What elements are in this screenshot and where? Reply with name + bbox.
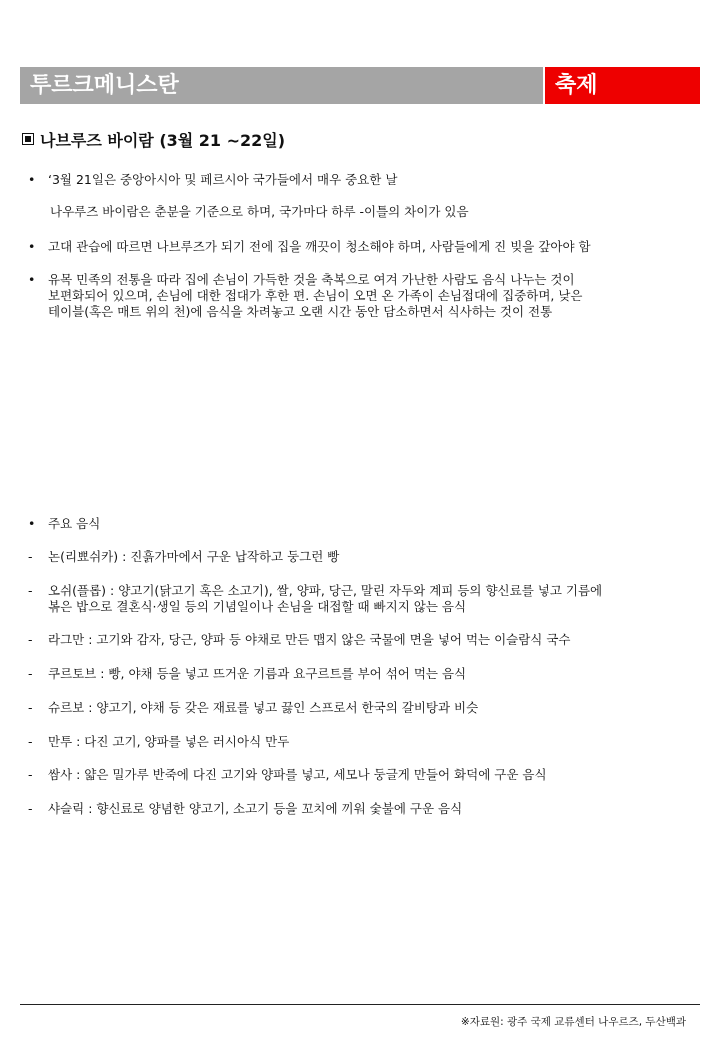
dash-marker: - <box>28 632 33 647</box>
list-item <box>28 172 688 188</box>
dash-marker: - <box>28 549 33 564</box>
bullet-marker: • <box>28 172 36 187</box>
list-item-text: 고대 관습에 따르면 나브루즈가 되기 전에 집을 깨끗이 청소해야 하며, 사람들에게 진 빚을 갚아야 함 <box>48 239 591 254</box>
footer-divider <box>20 1004 700 1005</box>
dash-marker: - <box>28 700 33 715</box>
food-item-text: 쌈사 : 얇은 밀가루 반죽에 다진 고기와 양파를 넣고, 세모나 둥글게 만들어 화덕에 구운 음식 <box>48 767 547 782</box>
food-item <box>28 801 688 817</box>
food-item-text: 라그만 : 고기와 감자, 당근, 양파 등 야채로 만든 맵지 않은 국물에 면을 넣어 먹는 이슬람식 국수 <box>48 632 571 647</box>
header-bar <box>20 67 700 104</box>
food-item-text: 오쉬(플롭) : 양고기(닭고기 혹은 소고기), 쌀, 양파, 당근, 말린 자두와 계피 등의 향신료를 넣고 기름에 볶은 밥으로 결혼식·생일 등의 기념일이나 손님을 대접할 때 빠지지 않는 음식 <box>48 583 603 614</box>
foods-heading <box>28 516 688 532</box>
foods-heading-text: 주요 음식 <box>48 516 101 531</box>
list-item-text: 유목 민족의 전통을 따라 집에 손님이 가득한 것을 축복으로 여겨 가난한 사람도 음식 나누는 것이 보편화되어 있으며, 손님에 대한 접대가 후한 편. 손님이 오면 온 가족이 손님접대에 집중하며, 낮은 테이블(혹은 매트 위의 천)에 음식을 차려놓고 오랜 시간 동안 담소하면서 식사하는 것이 전통 <box>48 272 583 319</box>
source-note: ※자료원: 광주 국제 교류센터 나우르즈, 두산백과 <box>460 1016 686 1028</box>
bullet-marker: • <box>28 272 36 287</box>
food-item-text: 슈르보 : 양고기, 야채 등 갖은 재료를 넣고 끓인 스프로서 한국의 갈비탕과 비슷 <box>48 700 479 715</box>
food-item <box>28 767 688 783</box>
food-item-text: 쿠르토브 : 빵, 야채 등을 넣고 뜨거운 기름과 요구르트를 부어 섞어 먹는 음식 <box>48 666 467 681</box>
food-item <box>28 632 688 648</box>
category-label: 축제 <box>543 67 700 104</box>
bullet-marker: • <box>28 516 36 531</box>
list-item-text: ‘3월 21일은 중앙아시아 및 페르시아 국가들에서 매우 중요한 날 <box>48 172 398 187</box>
dash-marker: - <box>28 801 33 816</box>
square-bullet-icon <box>22 133 34 145</box>
food-item-text: 샤슬릭 : 향신료로 양념한 양고기, 소고기 등을 꼬치에 끼워 숯불에 구운 음식 <box>48 801 463 816</box>
dash-marker: - <box>28 666 33 681</box>
food-item <box>28 700 688 716</box>
food-item <box>28 549 688 565</box>
dash-marker: - <box>28 583 33 598</box>
bullet-marker: • <box>28 239 36 254</box>
food-item-text: 논(리뾰쉬카) : 진흙가마에서 구운 납작하고 둥그런 빵 <box>48 549 340 564</box>
food-item <box>28 666 688 682</box>
list-item <box>28 272 688 320</box>
section-title <box>22 128 285 151</box>
food-item <box>28 734 688 750</box>
food-item-text: 만투 : 다진 고기, 양파를 넣은 러시아식 만두 <box>48 734 290 749</box>
dash-marker: - <box>28 734 33 749</box>
list-item-sub: 나우루즈 바이람은 춘분을 기준으로 하며, 국가마다 하루 -이틀의 차이가 있음 <box>50 204 469 219</box>
list-item <box>28 239 688 255</box>
country-title: 투르크메니스탄 <box>20 67 543 104</box>
dash-marker: - <box>28 767 33 782</box>
food-item <box>28 583 688 615</box>
section-title-text: 나브루즈 바이람 (3월 21 ~22일) <box>40 131 286 150</box>
